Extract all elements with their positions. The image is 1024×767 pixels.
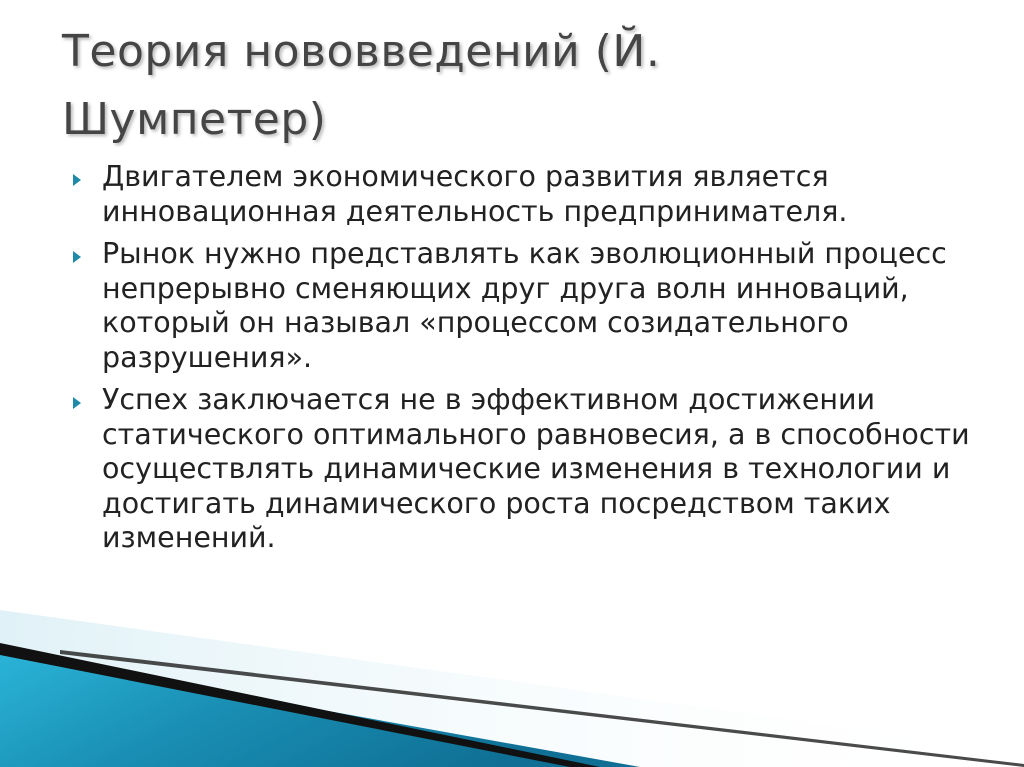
bullet-item (70, 237, 970, 375)
decor-dark-stripe (0, 643, 600, 767)
decor-light-band (0, 610, 1024, 767)
bullet-item (70, 160, 970, 229)
bullet-text: Успех заключается не в эффективном достижении статического оптимального равновесия, а в способности осуществлять динамические изменения в технологии и достигать динамического роста посредством таких изменений. (102, 383, 970, 554)
triangle-right-icon (73, 397, 81, 409)
triangle-right-icon (73, 174, 81, 186)
bullet-item (70, 383, 970, 556)
bullet-list (70, 160, 970, 564)
slide-title: Теория нововведений (Й. Шумпетер) (62, 26, 661, 145)
triangle-right-icon (73, 251, 81, 263)
decor-teal-wedge (0, 652, 640, 767)
decor-thin-line (60, 650, 1024, 767)
bullet-text: Двигателем экономического развития является инновационная деятельность предпринимателя. (102, 160, 848, 228)
bullet-text: Рынок нужно представлять как эволюционный процесс непрерывно сменяющих друг друга волн инноваций, который он называл «процессом созидательного разрушения». (102, 237, 947, 374)
